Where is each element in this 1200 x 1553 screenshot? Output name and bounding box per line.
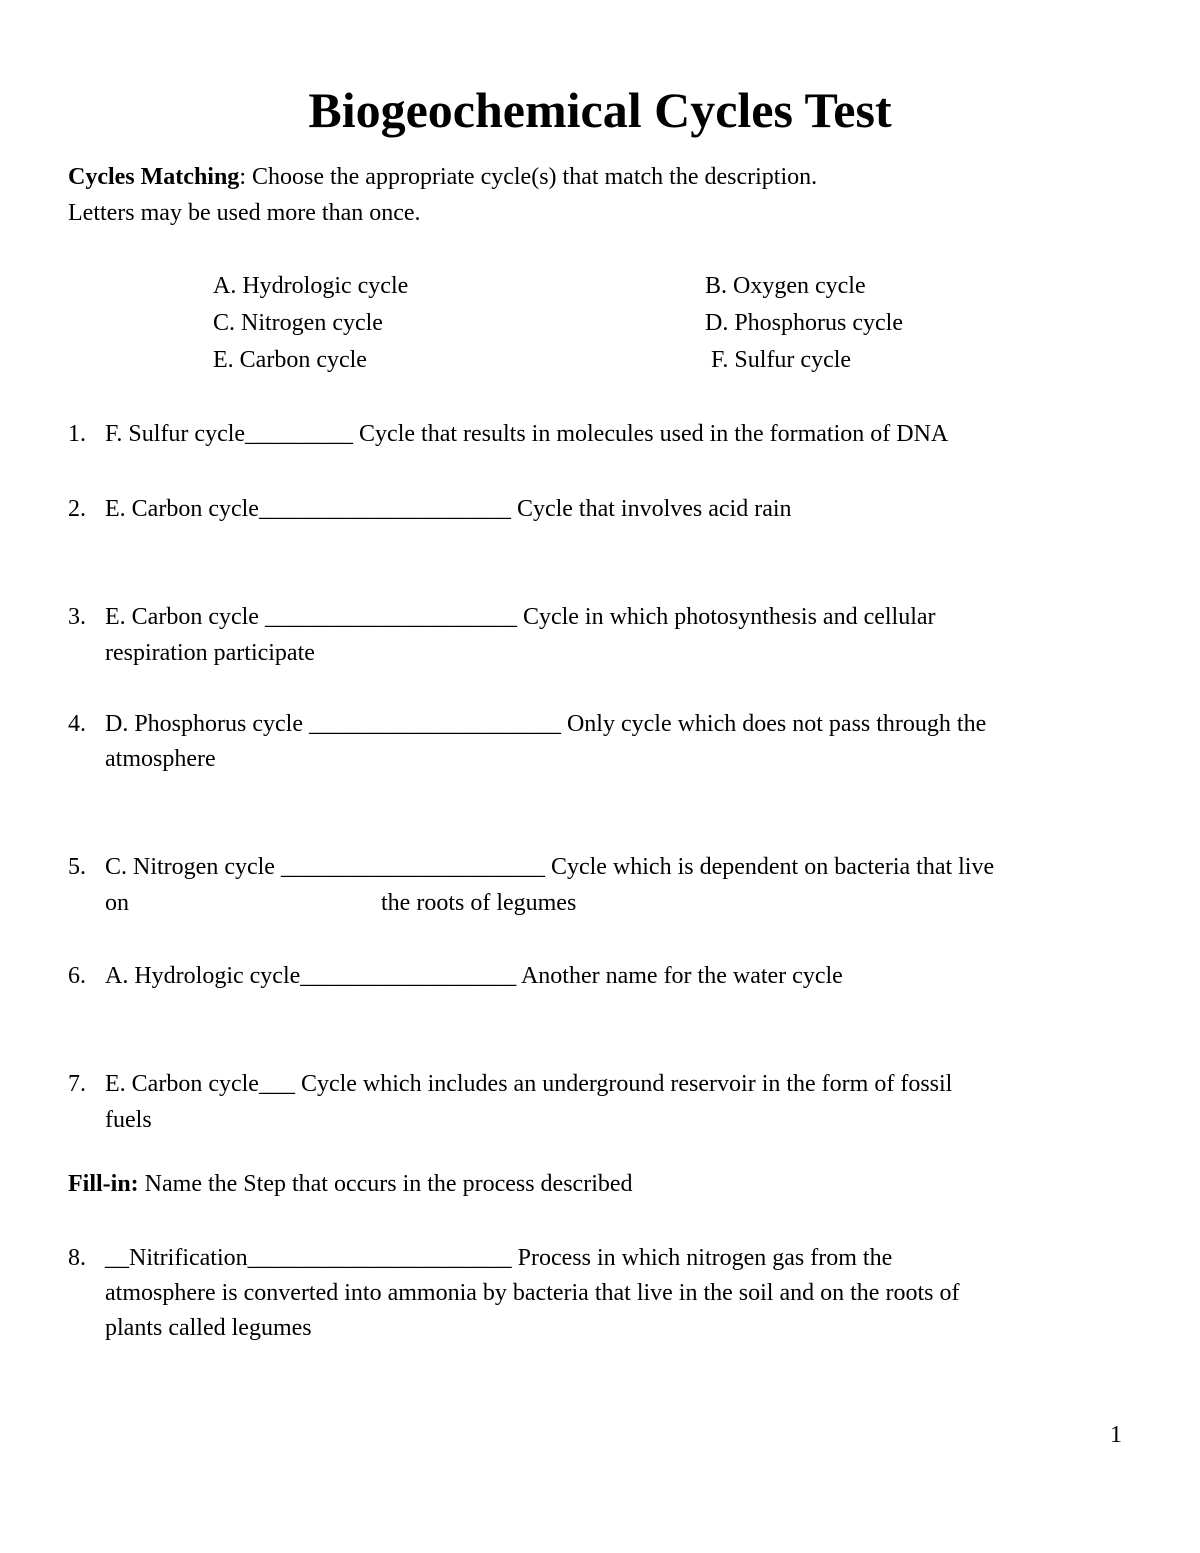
question-7-text-cont: fuels bbox=[105, 1107, 152, 1133]
question-8-text: __Nitrification______________________ Process in which nitrogen gas from the bbox=[105, 1245, 893, 1271]
matching-instruction-2: Letters may be used more than once. bbox=[68, 200, 421, 226]
matching-label: Cycles Matching bbox=[68, 164, 240, 190]
option-e: E. Carbon cycle bbox=[213, 347, 367, 373]
question-3-text: E. Carbon cycle _____________________ Cycle in which photosynthesis and cellular bbox=[105, 604, 936, 630]
fillin-label: Fill-in: bbox=[68, 1171, 139, 1197]
option-a: A. Hydrologic cycle bbox=[213, 273, 409, 299]
fillin-instruction-text: Name the Step that occurs in the process described bbox=[138, 1171, 633, 1197]
page-number: 1 bbox=[1110, 1422, 1122, 1448]
option-c: C. Nitrogen cycle bbox=[213, 310, 383, 336]
question-number: 1. bbox=[68, 421, 86, 447]
page-title: Biogeochemical Cycles Test bbox=[308, 82, 892, 138]
question-4-text-cont: atmosphere bbox=[105, 746, 216, 772]
question-number: 4. bbox=[68, 711, 86, 737]
question-number: 3. bbox=[68, 604, 86, 630]
option-b: B. Oxygen cycle bbox=[705, 273, 866, 299]
fillin-instruction bbox=[68, 1167, 633, 1201]
question-8-text-cont: atmosphere is converted into ammonia by bacteria that live in the soil and on the roots of bbox=[105, 1280, 960, 1306]
question-number: 6. bbox=[68, 963, 86, 989]
question-8-text-cont-2: plants called legumes bbox=[105, 1315, 312, 1341]
question-3-text-cont: respiration participate bbox=[105, 640, 315, 666]
question-5-text-cont: on the roots of legumes bbox=[105, 890, 577, 916]
question-6-text: A. Hydrologic cycle__________________ Another name for the water cycle bbox=[105, 963, 843, 989]
question-1-text: F. Sulfur cycle_________ Cycle that results in molecules used in the formation of DNA bbox=[105, 421, 949, 447]
matching-instruction-text: : Choose the appropriate cycle(s) that match the description. bbox=[239, 164, 818, 190]
question-4-text: D. Phosphorus cycle _____________________ Only cycle which does not pass through the bbox=[105, 711, 987, 737]
question-number: 7. bbox=[68, 1071, 86, 1097]
matching-instruction bbox=[68, 160, 817, 194]
question-2-text: E. Carbon cycle_____________________ Cycle that involves acid rain bbox=[105, 496, 792, 522]
question-number: 5. bbox=[68, 854, 86, 880]
option-f: F. Sulfur cycle bbox=[711, 347, 852, 373]
question-number: 2. bbox=[68, 496, 86, 522]
question-number: 8. bbox=[68, 1245, 86, 1271]
option-d: D. Phosphorus cycle bbox=[705, 310, 903, 336]
question-7-text: E. Carbon cycle___ Cycle which includes an underground reservoir in the form of fossil bbox=[105, 1071, 953, 1097]
question-5-text: C. Nitrogen cycle ______________________ Cycle which is dependent on bacteria that live bbox=[105, 854, 995, 880]
